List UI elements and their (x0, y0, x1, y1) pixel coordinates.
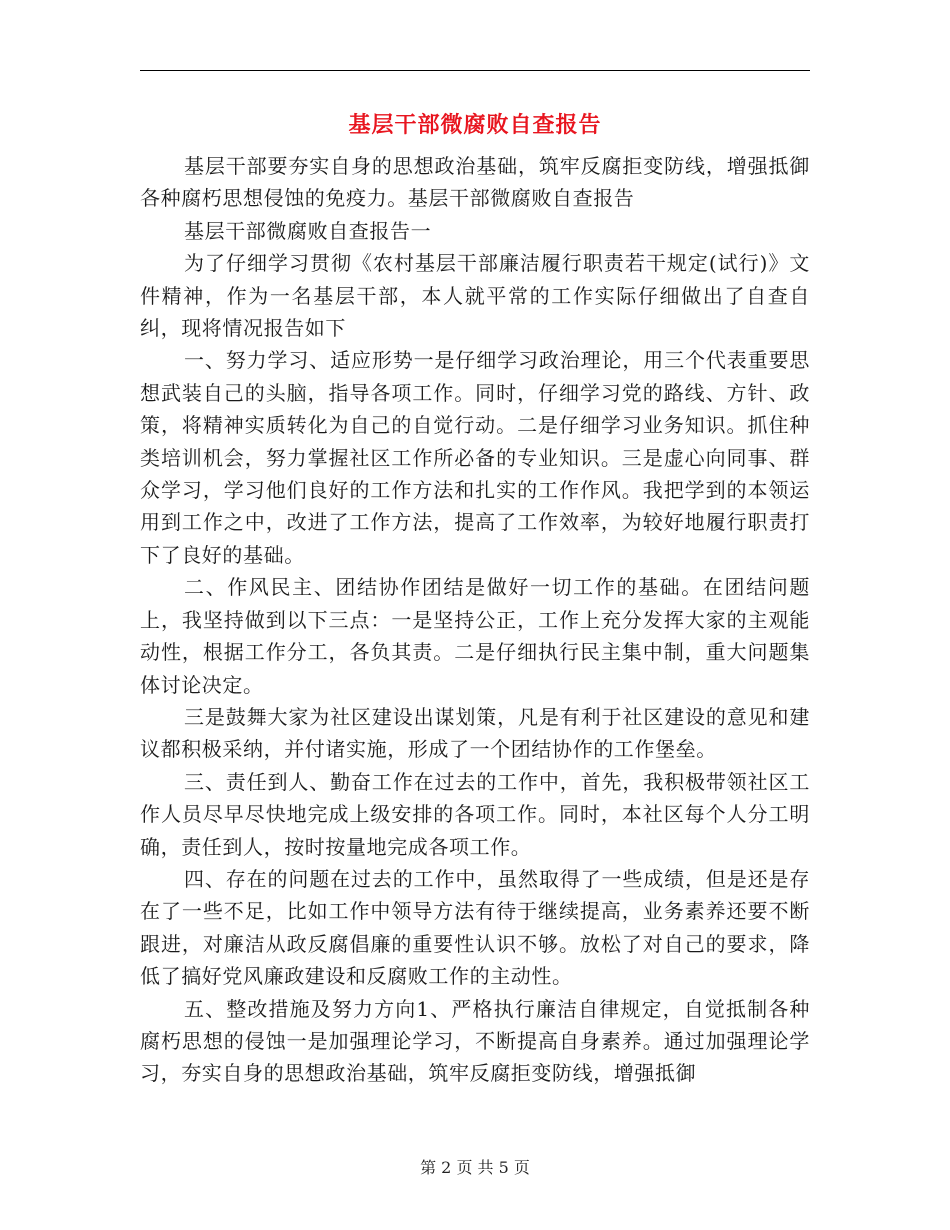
paragraph-subtitle: 基层干部微腐败自查报告一 (184, 218, 432, 243)
paragraph-section-3: 三、责任到人、勤奋工作在过去的工作中，首先，我积极带领社区工作人员尽早尽快地完成上级安排的各项工作。同时，本社区每个人分工明确，责任到人，按时按量地完成各项工作。 (140, 769, 810, 859)
page-footer: 第 2 页 共 5 页 (420, 1158, 530, 1177)
paragraph-intro: 基层干部要夯实自身的思想政治基础，筑牢反腐拒变防线，增强抵御各种腐朽思想侵蚀的免疫力。基层干部微腐败自查报告 (140, 154, 810, 211)
paragraph-preface: 为了仔细学习贯彻《农村基层干部廉洁履行职责若干规定(试行)》文件精神，作为一名基层干部，本人就平常的工作实际仔细做出了自查自纠，现将情况报告如下 (140, 251, 810, 341)
document-body (140, 150, 810, 1090)
paragraph-section-2: 二、作风民主、团结协作团结是做好一切工作的基础。在团结问题上，我坚持做到以下三点：一是坚持公正，工作上充分发挥大家的主观能动性，根据工作分工，各负其责。二是仔细执行民主集中制，重大问题集体讨论决定。 (140, 575, 810, 697)
paragraph-section-5: 五、整改措施及努力方向1、严格执行廉洁自律规定，自觉抵制各种腐朽思想的侵蚀一是加强理论学习，不断提高自身素养。通过加强理论学习，夯实自身的思想政治基础，筑牢反腐拒变防线，增强抵御 (140, 996, 810, 1086)
paragraph-section-1: 一、努力学习、适应形势一是仔细学习政治理论，用三个代表重要思想武装自己的头脑，指导各项工作。同时，仔细学习党的路线、方针、政策，将精神实质转化为自己的自觉行动。二是仔细学习业务知识。抓住种类培训机会，努力掌握社区工作所必备的专业知识。三是虚心向同事、群众学习，学习他们良好的工作方法和扎实的工作作风。我把学到的本领运用到工作之中，改进了工作方法，提高了工作效率，为较好地履行职责打下了良好的基础。 (140, 348, 810, 567)
header-rule (140, 70, 810, 71)
paragraph-section-4: 四、存在的问题在过去的工作中，虽然取得了一些成绩，但是还是存在了一些不足，比如工作中领导方法有待于继续提高，业务素养还要不断跟进，对廉洁从政反腐倡廉的重要性认识不够。放松了对自己的要求，降低了搞好党风廉政建设和反腐败工作的主动性。 (140, 866, 810, 989)
document-title: 基层干部微腐败自查报告 (348, 112, 602, 138)
document-page (140, 0, 810, 1230)
paragraph-section-2-cont: 三是鼓舞大家为社区建设出谋划策，凡是有利于社区建设的意见和建议都积极采纳，并付诸实施，形成了一个团结协作的工作堡垒。 (140, 704, 810, 762)
